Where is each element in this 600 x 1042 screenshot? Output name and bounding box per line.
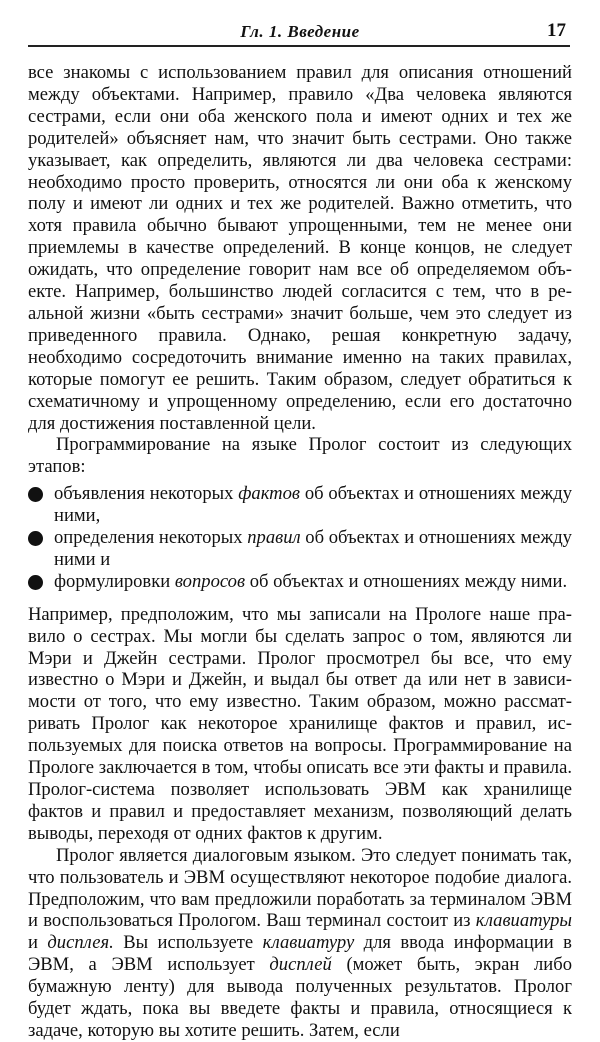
page-header: [0, 0, 600, 48]
paragraph-4-text: (может быть, экран либо бумажную ленту) для вывода полученных результатов. Пролог будет ждать, пока вы введете факты и правила, относящиеся к задаче, которую вы хотите решить. Затем, если: [28, 954, 572, 1041]
paragraph-3: Например, предположим, что мы записали на Прологе наше правило о сестрах. Мы могли бы сделать запрос о том, являются ли Мэри и Джейн сестрами. Пролог просмотрел бы все, что ему известно о Мэри и Джейн, и выдал бы ответ да или нет в зависимости от того, что ему известно. Таким образом, можно рассматривать Пролог как некоторое хранилище фактов и правил, используемых для поиска ответов на вопросы. Программирование на Прологе заключается в том, чтобы описать все эти факты и правила. Пролог-система позволяет использовать ЭВМ как хранилище фактов и правил и предоставляет механизм, позволяющий делать выводы, переходя от одних фактов к другим.: [28, 603, 572, 844]
page-number: 17: [547, 20, 566, 41]
paragraph-4: [28, 845, 572, 1042]
paragraph-4-text: и: [28, 932, 38, 954]
list-item-emphasis: фактов: [238, 483, 300, 505]
emphasis-keyboard: клавиатуры: [475, 910, 572, 932]
paragraph-1: все знакомы с использованием правил для описания отношений между объектами. Например, правило «Два человека являются сестрами, если они оба женского пола и имеют одних и тех же родителей» объясняет нам, что значит быть сестрами. Оно также указывает, как определить, являются ли два человека сестрами: необходимо просто проверить, относятся ли они оба к женскому полу и имеют ли одних и тех же родителей. Важно отметить, что хотя правила обычно бывают упрощенными, тем не менее они приемлемы в качестве определений. В конце концов, не следует ожидать, что определение говорит нам все об определяемом объекте. Например, большинство людей согласится с тем, что в реальной жизни «быть сестрами» значит больше, чем это следует из приведенного правила. Однако, решая конкретную задачу, необходимо сосредоточить внимание именно на таких правилах, которые помогут ее решить. Таким образом, следует обратиться к схематичному и упрощенному определению, если его достаточно для достижения поставленной цели.: [28, 62, 572, 434]
paragraph-4-text: Пролог является диалоговым языком. Это следует понимать так, что пользователь и ЭВМ осуществляют некоторое подобие диалога. Предположим, что вам предложили поработать за терминалом ЭВМ и воспользоваться Прологом. Ваш терминал состоит из: [28, 844, 572, 932]
bullet-icon: [28, 531, 43, 546]
header-rule: [28, 45, 570, 47]
body-text: [28, 62, 572, 1042]
bullet-icon: [28, 487, 43, 502]
paragraph-2: Программирование на языке Пролог состоит из следующих этапов:: [28, 434, 572, 478]
bullet-list: [28, 483, 572, 593]
running-head: Гл. 1. Введение: [240, 22, 360, 41]
emphasis-display: дисплея.: [47, 932, 114, 954]
paragraph-4-text: для ввода информации в ЭВМ, а ЭВМ использует: [28, 932, 572, 976]
list-item-text: об объектах и отношениях между ними.: [249, 570, 568, 592]
list-item-text: определения некоторых: [54, 527, 243, 549]
list-item-text: формулировки: [54, 570, 171, 592]
list-item-text: об объектах и отношениях между ними и: [54, 527, 572, 570]
paragraph-4-text: Вы используете: [123, 932, 254, 954]
list-item: [28, 571, 572, 593]
emphasis-keyboard-2: клавиатуру: [262, 932, 355, 954]
list-item-text: об объектах и отношениях между ними,: [54, 483, 572, 527]
emphasis-display-2: дисплей: [269, 954, 332, 976]
list-item-emphasis: вопросов: [174, 570, 246, 592]
list-item: [28, 527, 572, 571]
bullet-icon: [28, 575, 43, 590]
list-item: [28, 483, 572, 527]
list-item-emphasis: правил: [247, 527, 301, 549]
list-item-text: объявления некоторых: [54, 483, 234, 505]
